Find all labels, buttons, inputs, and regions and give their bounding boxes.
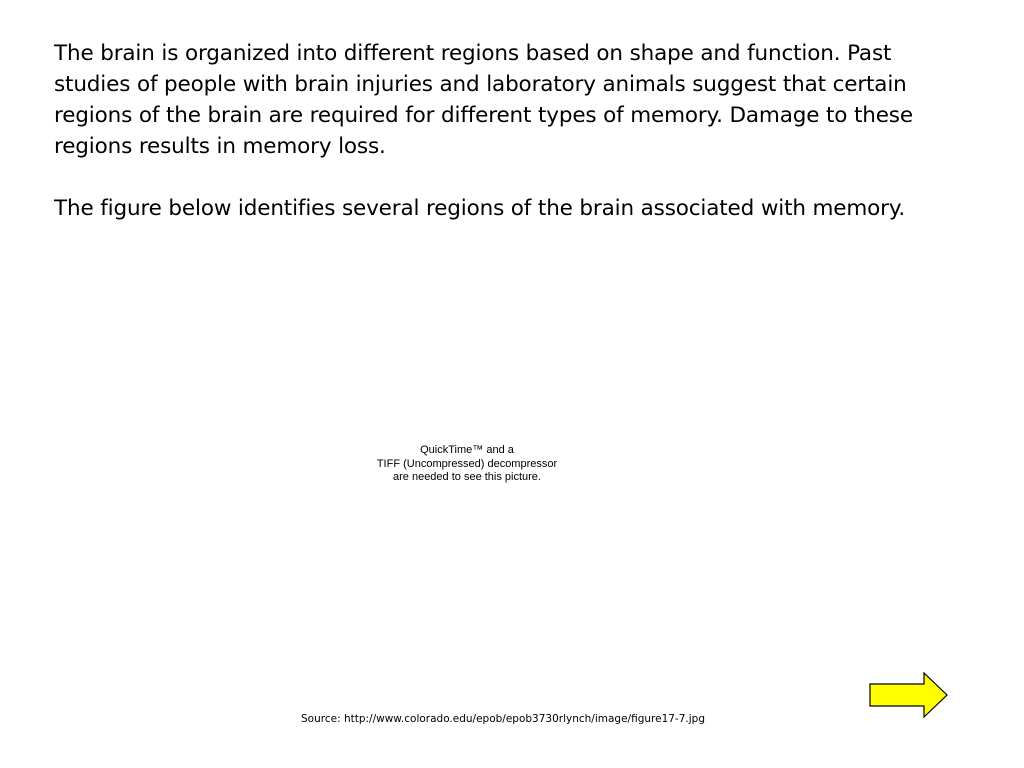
placeholder-line: QuickTime™ and a bbox=[420, 444, 514, 456]
image-placeholder bbox=[340, 444, 594, 485]
placeholder-line: are needed to see this picture. bbox=[393, 471, 541, 483]
figure-intro-paragraph: The figure below identifies several regions of the brain associated with memory. bbox=[54, 196, 906, 221]
placeholder-line: TIFF (Uncompressed) decompressor bbox=[376, 457, 558, 470]
source-citation: Source: http://www.colorado.edu/epob/epob3730rlynch/image/figure17-7.jpg bbox=[301, 713, 705, 725]
intro-paragraph: The brain is organized into different regions based on shape and function. Past studies of people with brain injuries and laboratory animals suggest that certain regions of the brain are required for different types of memory. Damage to these regions results in memory loss. bbox=[54, 41, 913, 159]
right-arrow-icon bbox=[868, 672, 950, 718]
next-slide-button[interactable] bbox=[868, 672, 950, 718]
body-text bbox=[54, 38, 934, 224]
